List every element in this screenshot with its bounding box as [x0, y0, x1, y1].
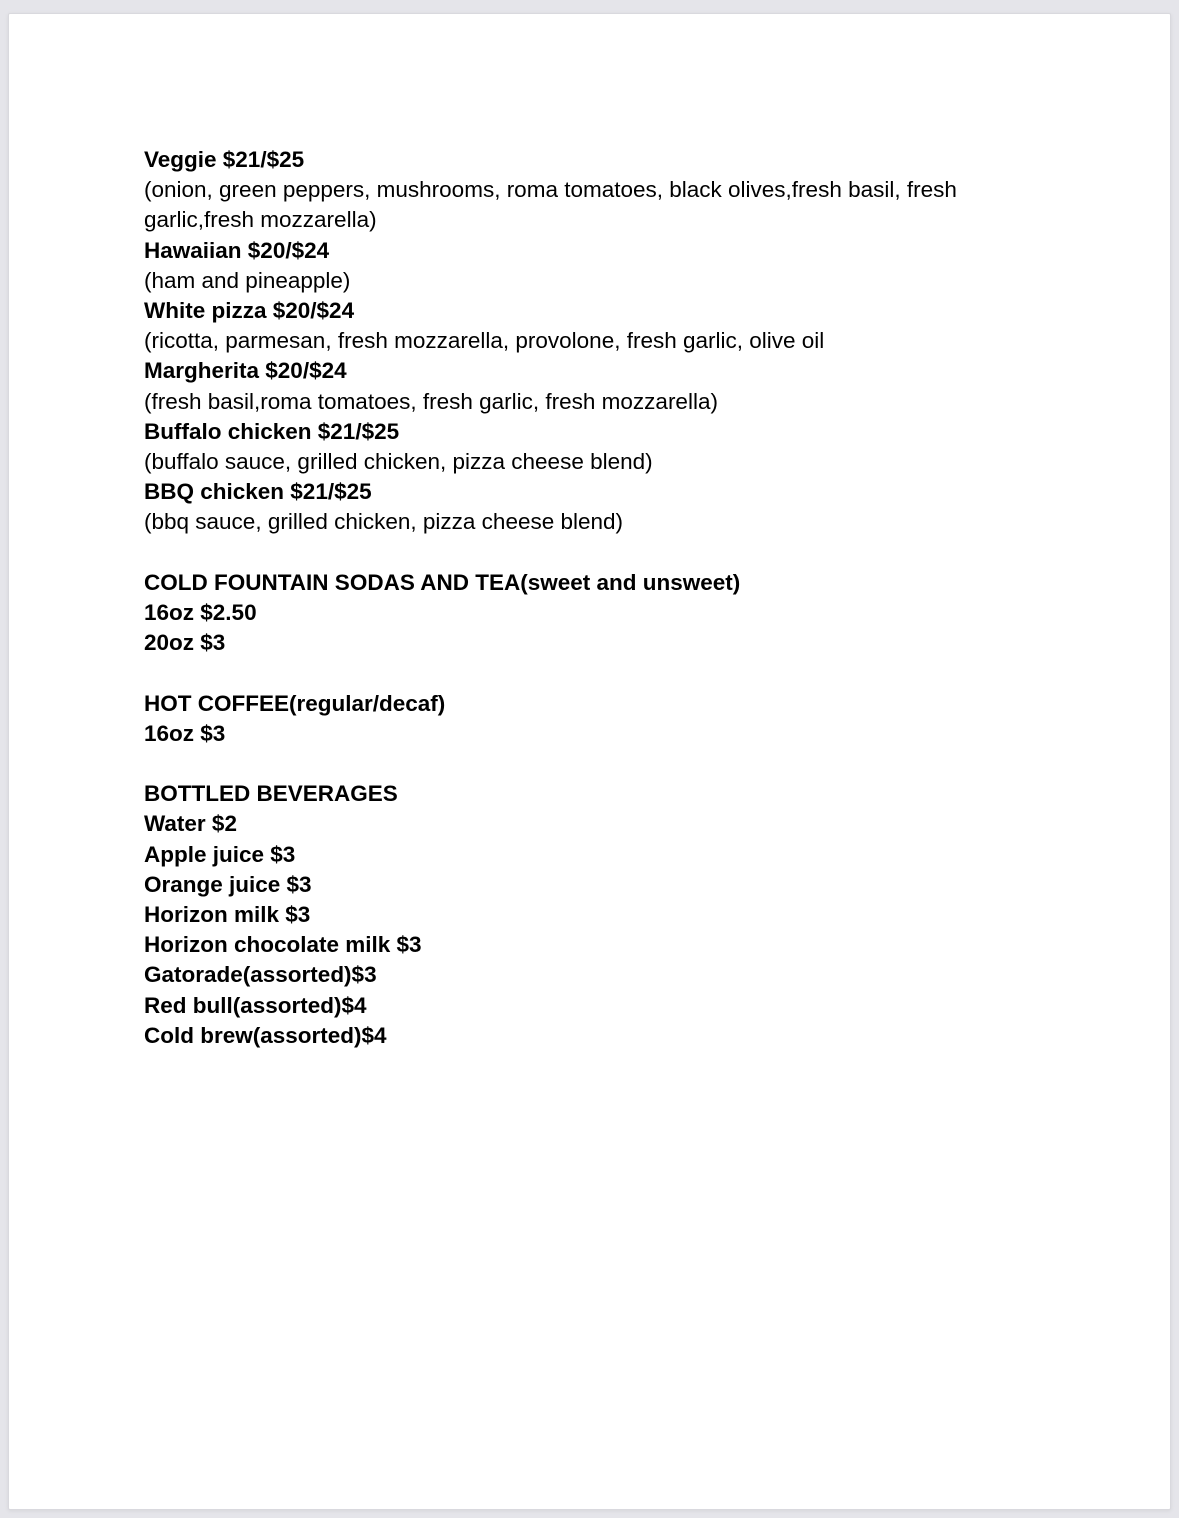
menu-line: Red bull(assorted)$4 [144, 992, 367, 1018]
menu-section-bottled-beverages [144, 779, 1034, 1051]
document-page [8, 13, 1171, 1510]
menu-item-title: Hawaiian $20/$24 [144, 237, 330, 263]
menu-content [144, 145, 1034, 1051]
menu-line: Horizon milk $3 [144, 902, 311, 928]
menu-item-hawaiian [144, 236, 1034, 296]
section-heading: HOT COFFEE(regular/decaf) [144, 690, 446, 716]
menu-item-buffalo-chicken [144, 417, 1034, 477]
menu-item-bbq-chicken [144, 477, 1034, 537]
menu-item-description: (bbq sauce, grilled chicken, pizza cheese blend) [144, 509, 624, 535]
menu-section-hot-coffee [144, 689, 1034, 749]
menu-item-description: (onion, green peppers, mushrooms, roma tomatoes, black olives,fresh basil, fresh garlic,fresh mozzarella) [144, 177, 957, 233]
section-heading: COLD FOUNTAIN SODAS AND TEA(sweet and unsweet) [144, 569, 741, 595]
menu-item-title: Margherita $20/$24 [144, 358, 347, 384]
menu-item-title: Buffalo chicken $21/$25 [144, 418, 400, 444]
menu-item-white-pizza [144, 296, 1034, 356]
menu-line: 16oz $3 [144, 720, 226, 746]
menu-line: 20oz $3 [144, 630, 226, 656]
menu-item-description: (buffalo sauce, grilled chicken, pizza cheese blend) [144, 449, 653, 475]
menu-item-description: (fresh basil,roma tomatoes, fresh garlic, fresh mozzarella) [144, 388, 718, 414]
menu-item-description: (ham and pineapple) [144, 267, 351, 293]
menu-item-veggie [144, 145, 1034, 236]
section-heading: BOTTLED BEVERAGES [144, 781, 398, 807]
menu-item-title: White pizza $20/$24 [144, 298, 355, 324]
menu-line: Cold brew(assorted)$4 [144, 1022, 387, 1048]
menu-item-margherita [144, 356, 1034, 416]
menu-line: Orange juice $3 [144, 871, 312, 897]
menu-line: Apple juice $3 [144, 841, 296, 867]
menu-item-description: (ricotta, parmesan, fresh mozzarella, provolone, fresh garlic, olive oil [144, 328, 825, 354]
blank-line [144, 538, 1034, 568]
menu-line: Water $2 [144, 811, 237, 837]
menu-item-title: Veggie $21/$25 [144, 147, 305, 172]
menu-line: Gatorade(assorted)$3 [144, 962, 377, 988]
menu-line: Horizon chocolate milk $3 [144, 932, 422, 958]
blank-line [144, 749, 1034, 779]
menu-section-cold-fountain-sodas [144, 568, 1034, 659]
blank-line [144, 658, 1034, 688]
menu-line: 16oz $2.50 [144, 600, 257, 626]
menu-item-title: BBQ chicken $21/$25 [144, 479, 372, 505]
